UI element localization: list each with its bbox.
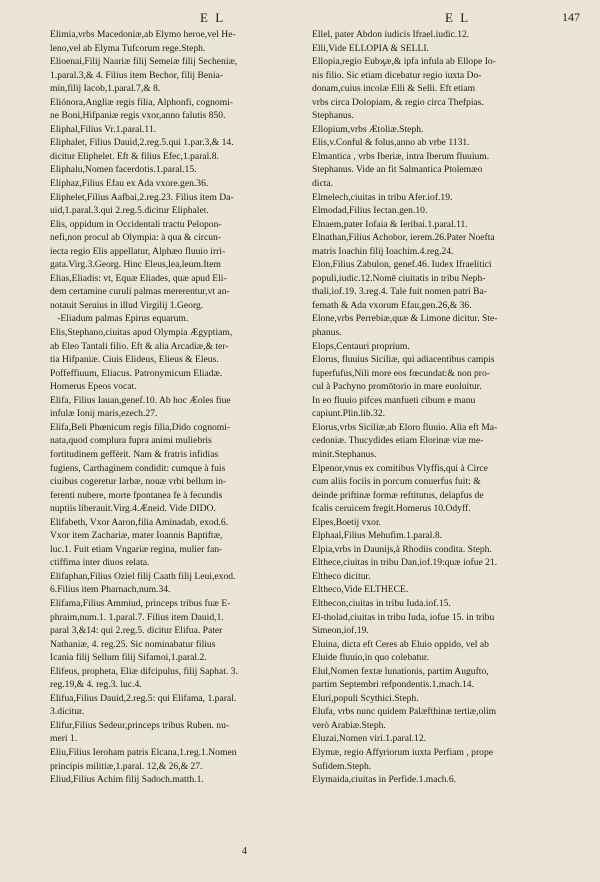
entry-line: Elpia,vrbs in Daunijs,à Rhodiis condita. Steph. xyxy=(312,543,492,555)
entry-line: Elmantica , vrbs Iberiæ, intra Iberum fluuium. xyxy=(312,150,490,162)
entry-line: Elias,Eliadis: vt, Equæ Eliades, quæ apud Eli- xyxy=(50,272,227,284)
entry-line: ferenti nubere, morte fpontanea fe à fecundis xyxy=(50,489,223,501)
running-header xyxy=(50,6,590,28)
entry-line: Eliu,Filius Ieroham patris Elcana,1.reg.1.Nomen xyxy=(50,746,237,758)
entry-line: Eluide fluuio,in quo colebatur. xyxy=(312,652,429,664)
entry-line: Icania filij Sellum filij Sifamoi,1.paral.2. xyxy=(50,652,207,664)
entry-line: femath & Ada vxorum Efau,gen.26,& 36. xyxy=(312,299,472,311)
entry-line: nata,quod complura fupra animi muliebris xyxy=(50,435,212,447)
entry-line: 1.paral.3,& 4. Filius item Bechor, filij Benia- xyxy=(50,69,224,81)
entry-line: Eliphelet,Filius Aafbai,2.reg.23. Filius item Da- xyxy=(50,191,234,203)
entry-line: Eliud,Filius Achim filij Sadoch.matth.1. xyxy=(50,774,204,786)
entry-line: Stephanus. xyxy=(312,110,354,122)
entry-line: Elops,Centauri proprium. xyxy=(312,340,410,352)
entry-line: Elone,vrbs Perrebiæ,quæ & Limone dicitur. Ste- xyxy=(312,313,498,325)
entry-line: Elmelech,ciuitas in tribu Afer.iof.19. xyxy=(312,191,453,203)
entry-line: cedoniæ. Thucydides etiam Elorinæ viæ me- xyxy=(312,435,484,447)
entry-line: Elifama,Filius Ammiud, princeps tribus fuæ E- xyxy=(50,597,231,609)
entry-line: meri 1. xyxy=(50,733,78,745)
header-letters-right: E L xyxy=(445,10,471,25)
entry-line: Elthecon,ciuitas in tribu Iuda.iof.15. xyxy=(312,597,451,609)
entry-line: -Eliadum palmas Epirus equarum. xyxy=(50,313,189,325)
entry-line: Eliphalu,Nomen facerdotis.1.paral.15. xyxy=(50,164,197,176)
entry-line: cul à Pachyno promōtorio in mare euoluitur. xyxy=(312,381,482,393)
entry-line: El-tholad,ciuitas in tribu Iuda, iofue 15. in tribu xyxy=(312,611,495,623)
entry-line: dicitur Eliphelet. Eft & filius Efec,1.paral.8. xyxy=(50,150,219,162)
entry-line: ne Boni,Hifpaniæ regis vxor,anno falutis 850. xyxy=(50,110,226,122)
entry-line: Elis,Stephano,ciuitas apud Olympia Ægyptiam, xyxy=(50,327,233,339)
entry-line: In eo fluuio pifces manfueti cibum e manu xyxy=(312,394,476,406)
entry-line: Eluina, dicta eft Ceres ab Eluio oppido, vel ab xyxy=(312,638,489,650)
entry-line: partim Septembri refpondentis.1.mach.14. xyxy=(312,679,474,691)
entry-line: Elorus,vrbs Siciliæ,ab Eloro fluuio. Alia eft Ma- xyxy=(312,421,498,433)
entry-line: verò Arabiæ.Steph. xyxy=(312,719,386,731)
entry-line: donam,cuius incolæ Elli & Selli. Eft etiam xyxy=(312,83,476,95)
entry-line: gata.Virg.3.Georg. Hinc Eleus,lea,leum.Item xyxy=(50,259,221,271)
footer-mark: 4 xyxy=(242,846,247,857)
entry-line: Eltheco,Vide ELTHECE. xyxy=(312,584,409,596)
entry-line: Elifua,Filius Dauid,2.reg.5: qui Elifama, 1.paral. xyxy=(50,692,237,704)
entry-line: iecta regio Elis appellatur, Alphæo fluuio irri- xyxy=(50,245,226,257)
entry-line: Homerus Epeos vocat. xyxy=(50,381,137,393)
entry-line: dem certamine curuli palmas mererentur,vt an- xyxy=(50,286,230,298)
entry-line: matris Ioachin filij Ioachim.4.reg.24. xyxy=(312,245,454,257)
entry-line: Elis, oppidum in Occidentali tractu Pelopon- xyxy=(50,218,222,230)
entry-line: Elul,Nomen fextæ lunationis, partim Augufto, xyxy=(312,665,489,677)
entry-line: Elifeus, propheta, Eliæ difcipulus, filij Saphat. 3. xyxy=(50,665,238,677)
entry-line: Elnathan,Filius Achobor, ierem.26.Pater Noefta xyxy=(312,232,495,244)
entry-line: Stephanus. Vide an fit Salmantica Ptolemæo xyxy=(312,164,483,176)
entry-line: Elymæ, regio Affyriorum iuxta Perfiam , prope xyxy=(312,746,494,758)
entry-line: tia Hifpaniæ. Ciuis Elideus, Elieus & Eleus. xyxy=(50,354,219,366)
entry-line: Elon,Filius Zabulon, genef.46. Iudex Ifraelitici xyxy=(312,259,492,271)
entry-line: Eltheco dicitur. xyxy=(312,570,371,582)
entry-line: minit.Stephanus. xyxy=(312,448,377,460)
entry-line: leno,vel ab Elyma Tufcorum rege.Steph. xyxy=(50,42,206,54)
entry-line: Ellopia,regio Eubϗæ,& ipfa infula ab Ellope Io- xyxy=(312,56,496,68)
entry-line: Elioenai,Filij Naariæ filij Semeiæ filij Secheniæ, xyxy=(50,56,238,68)
entry-line: Ellopium,vrbs Ætoliæ.Steph. xyxy=(312,123,424,135)
entry-line: ctiffima inter diuos relata. xyxy=(50,557,150,569)
entry-line: 3.dicitur. xyxy=(50,706,85,718)
entry-line: Eluri,populi Scythici.Steph. xyxy=(312,692,419,704)
entry-line: Eluzai,Nomen viri.1.paral.12. xyxy=(312,733,427,745)
entry-line: Elis,v.Conful & folus,anno ab vrbe 1131. xyxy=(312,137,470,149)
entry-line: paral 3,&14: qui 2.reg.5. dicitur Elifua. Pater xyxy=(50,625,223,637)
entry-line: Elphaal,Filius Mehufim.1.paral.8. xyxy=(312,530,443,542)
entry-line: notauit Seruius in illud Virgilij 1.Georg. xyxy=(50,299,204,311)
entry-line: dicta. xyxy=(312,178,334,190)
entry-line: Sufidem.Steph. xyxy=(312,760,372,772)
entry-line: Elnaem,pater Iofaia & Ieribai.1.paral.11. xyxy=(312,218,468,230)
entry-line: Eliphalet, Filius Dauid,2.reg.5.qui 1.par.3,& 14. xyxy=(50,137,234,149)
entry-line: fugiens, Carthaginem condidit: cumque à fuis xyxy=(50,462,226,474)
entry-line: nuptiis liberauit.Virg.4.Æneid. Vide DIDO. xyxy=(50,503,216,515)
entry-line: Elifa, Filius Iauan,genef.10. Ab hoc Æoles fiue xyxy=(50,394,231,406)
entry-line: nefi,non procul ab Olympia: à qua & circun- xyxy=(50,232,222,244)
entry-line: Elifur,Filius Sedeur,princeps tribus Ruben. nu- xyxy=(50,719,230,731)
entry-line: Poffeffiuum, Eliacus. Patronymicum Eliadæ. xyxy=(50,367,223,379)
entry-line: Elpes,Boetij vxor. xyxy=(312,516,382,528)
entry-line: fortitudinem geffèrit. Nam & fratris infidias xyxy=(50,448,219,460)
entry-line: fcalis ceruicem fregit.Homerus 10.Odyff. xyxy=(312,503,471,515)
entry-line: Elmodad,Filius Iectan.gen.10. xyxy=(312,205,428,217)
entry-line: Eliphal,Filius Vr.1.paral.11. xyxy=(50,123,157,135)
entry-line: luc.1. Fuit etiam Vngariæ regina, mulier fan- xyxy=(50,543,223,555)
entry-line: Elifabeth, Vxor Aaron,filia Aminadab, exod.6. xyxy=(50,516,229,528)
entry-line: nis filio. Sic etiam dicebatur regio iuxta Do- xyxy=(312,69,482,81)
entry-line: Elufa, vrbs nunc quidem Palæfthinæ tertiæ,olim xyxy=(312,706,497,718)
header-letters-left: E L xyxy=(200,10,226,25)
entry-line: Ellel, pater Abdon iudicis Ifrael.iudic.12. xyxy=(312,29,470,40)
entry-line: Elthece,ciuitas in tribu Dan,iof.19:quæ iofue 21. xyxy=(312,557,498,569)
entry-line: Elifaphan,Filius Oziel filij Caath filij Leui,exod. xyxy=(50,570,236,582)
entry-line: min,filij Iacob,1.paral.7,& 8. xyxy=(50,83,161,95)
entry-line: vrbs circa Dolopiam, & regio circa Thefpias. xyxy=(312,96,484,108)
left-column xyxy=(50,28,305,787)
entry-line: Eliphaz,Filius Efau ex Ada vxore.gen.36. xyxy=(50,178,209,190)
entry-line: Elorus, fluuius Siciliæ, qui adiacentibus campis xyxy=(312,354,495,366)
entry-line: 6.Filius item Pharnach,num.34. xyxy=(50,584,171,596)
entry-line: Elpenor,vnus ex comitibus Vlyffis,qui à Circe xyxy=(312,462,488,474)
entry-line: uid,1.paral.3.qui 2.reg.5.dicitur Eliphalet. xyxy=(50,205,209,217)
entry-line: reg.19,& 4. reg.3. luc.4. xyxy=(50,679,142,691)
entry-line: ab Eleo Tantali filio. Eft & alia Arcadiæ,& ter- xyxy=(50,340,229,352)
right-column xyxy=(312,28,587,787)
entry-line: deinde priftinæ formæ reftitutus, delapfus de xyxy=(312,489,484,501)
entry-line: Elymaida,ciuitas in Perfide.1.mach.6. xyxy=(312,774,457,786)
entry-line: cum aliis fociis in porcum conuerfus fuit: & xyxy=(312,476,481,488)
entry-line: Simeon,iof.19. xyxy=(312,625,369,637)
entry-line: ciuibus cogeretur Iarbæ, nouæ vrbi bellum in- xyxy=(50,476,227,488)
page-number: 147 xyxy=(562,10,580,24)
entry-line: populi,iudic.12.Nomē ciuitatis in tribu Neph- xyxy=(312,272,486,284)
entry-line: Nathaniæ, 4. reg.25. Sic nominabatur filius xyxy=(50,638,216,650)
entry-line: Eliónora,Angliæ regis filia, Alphonfi, cognomi- xyxy=(50,96,234,108)
dictionary-columns xyxy=(50,28,590,868)
entry-line: principis militiæ,1.paral. 12,& 26,& 27. xyxy=(50,760,203,772)
entry-line: infulæ Ionij maris,ezech.27. xyxy=(50,408,158,420)
entry-line: fuperfufus,Nili more eos fœcundat:& non pro- xyxy=(312,367,490,379)
entry-line: phraim,num.1. 1.paral.7. Filius item Dauid,1. xyxy=(50,611,224,623)
entry-line: capiunt.Plin.lib.32. xyxy=(312,408,386,420)
entry-line: Elifa,Beli Phœnicum regis filia,Dido cognomi- xyxy=(50,421,231,433)
entry-line: Elli,Vide ELLOPIA & SELLI. xyxy=(312,42,429,54)
entry-line: thali,iof.19. 3.reg.4. Tale fuit nomen patri Ba- xyxy=(312,286,487,298)
entry-line: Elimia,vrbs Macedoniæ,ab Elymo heroe,vel He- xyxy=(50,29,236,40)
entry-line: Vxor item Zachariæ, mater Ioannis Baptiftæ, xyxy=(50,530,223,542)
entry-line: phanus. xyxy=(312,327,342,339)
